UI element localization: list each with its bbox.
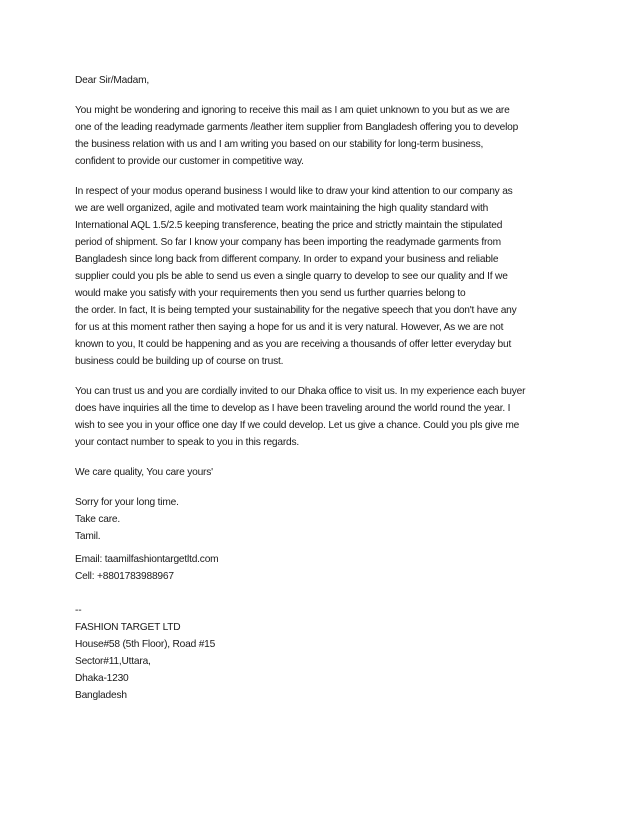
text-line: would make you satisfy with your requirements then you send us further quarries belong to (75, 288, 466, 299)
signature-block (75, 602, 565, 704)
text-line: for us at this moment rather then saying a hope for us and it is very natural. However, As we are not (75, 322, 504, 333)
signature-separator: -- (75, 605, 82, 616)
salutation: Dear Sir/Madam, (75, 75, 149, 86)
address-line: House#58 (5th Floor), Road #15 (75, 639, 216, 650)
company-name: FASHION TARGET LTD (75, 622, 181, 633)
text-line: You can trust us and you are cordially invited to our Dhaka office to visit us. In my experience each buyer (75, 386, 526, 397)
address-line: Dhaka-1230 (75, 673, 129, 684)
text-line: does have inquiries all the time to develop as I have been traveling around the world round the year. I (75, 403, 511, 414)
text-line: your contact number to speak to you in this regards. (75, 437, 300, 448)
text-line: one of the leading readymade garments /leather item supplier from Bangladesh offering you to develop (75, 122, 519, 133)
text-line: wish to see you in your office one day If we could develop. Let us give a chance. Could you pls give me (75, 420, 520, 431)
paragraph-intro (75, 102, 565, 170)
text-line: International AQL 1.5/2.5 keeping transference, beating the price and strictly maintain the stipulated (75, 220, 503, 231)
paragraph-invitation (75, 383, 565, 451)
text-line: business could be building up of course on trust. (75, 356, 284, 367)
text-line: Bangladesh since long back from different company. In order to expand your business and reliable (75, 254, 499, 265)
text-line: supplier could you pls be able to send us even a single quarry to develop to see our quality and If we (75, 271, 508, 282)
text-line: period of shipment. So far I know your company has been importing the readymade garments from (75, 237, 501, 248)
text-line: In respect of your modus operand business I would like to draw your kind attention to our company as (75, 186, 513, 197)
text-line: we are well organized, agile and motivated team work maintaining the high quality standard with (75, 203, 489, 214)
closing-line: Take care. (75, 514, 120, 525)
phone-text: Cell: +8801783988967 (75, 571, 174, 582)
text-line: known to you, It could be happening and as you are receiving a thousands of offer letter everyday but (75, 339, 512, 350)
letter-body (75, 72, 565, 704)
contact-info (75, 551, 565, 585)
tagline: We care quality, You care yours' (75, 467, 213, 478)
closing (75, 494, 565, 545)
text-line: confident to provide our customer in competitive way. (75, 156, 304, 167)
paragraph-company (75, 183, 565, 370)
address-line: Sector#11,Uttara, (75, 656, 151, 667)
text-line: the business relation with us and I am writing you based on our stability for long-term business, (75, 139, 484, 150)
address-line: Bangladesh (75, 690, 127, 701)
closing-line: Sorry for your long time. (75, 497, 179, 508)
email-text: Email: taamilfashiontargetltd.com (75, 554, 219, 565)
text-line: the order. In fact, It is being tempted your sustainability for the negative speech that you don't have any (75, 305, 517, 316)
text-line: You might be wondering and ignoring to receive this mail as I am quiet unknown to you but as we are (75, 105, 510, 116)
sender-name: Tamil. (75, 531, 101, 542)
